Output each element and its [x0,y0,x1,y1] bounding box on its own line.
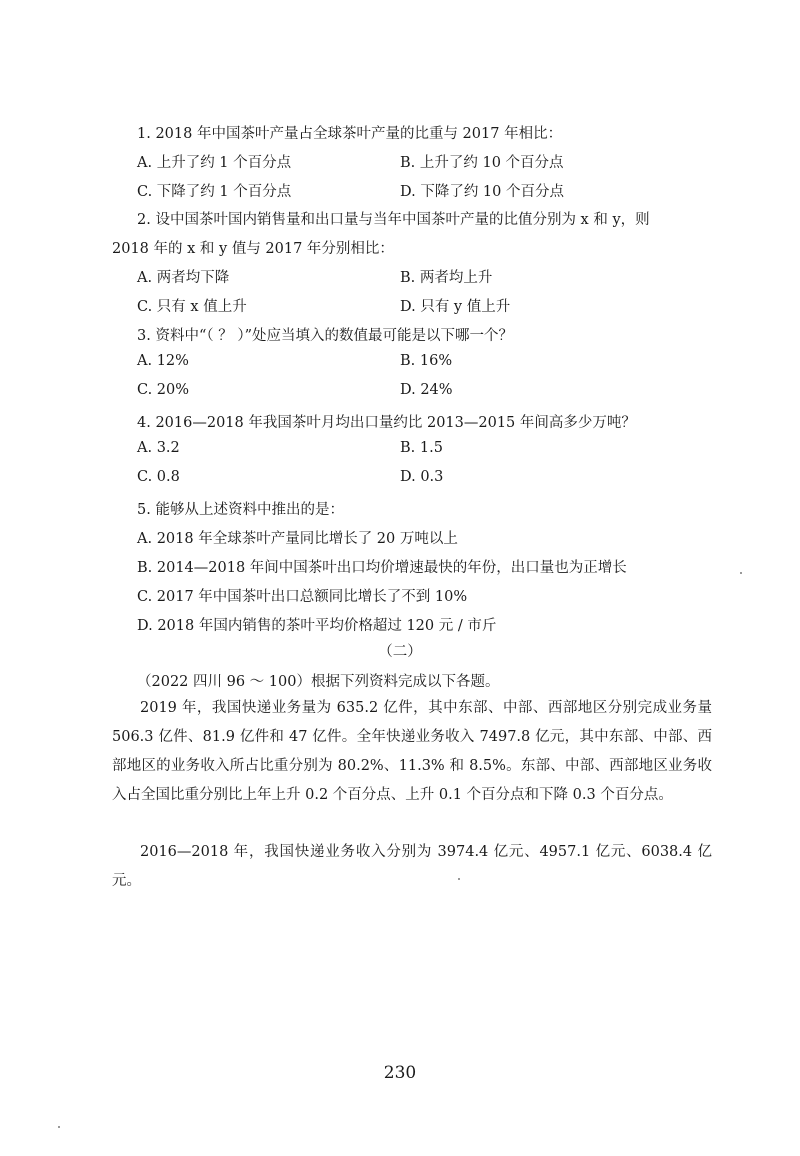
question-5-option-b: B. 2014—2018 年间中国茶叶出口均价增速最快的年份，出口量也为正增长 [137,560,627,576]
question-4-option-c: C. 0.8 [137,469,180,485]
question-2-option-c: C. 只有 x 值上升 [137,299,247,315]
question-5-option-d: D. 2018 年国内销售的茶叶平均价格超过 120 元 / 市斤 [137,618,497,634]
question-4-option-b: B. 1.5 [400,440,443,456]
question-3-stem: 3. 资料中“（ ？ ）”处应当填入的数值最可能是以下哪一个？ [137,328,513,344]
scan-speck [458,878,460,880]
question-3-option-c: C. 20% [137,382,190,398]
question-5-option-c: C. 2017 年中国茶叶出口总额同比增长了不到 10% [137,589,468,605]
question-3-option-a: A. 12% [137,353,189,369]
question-5-stem: 5. 能够从上述资料中推出的是： [137,502,344,518]
question-4-option-a: A. 3.2 [137,440,180,456]
question-1-option-d: D. 下降了约 10 个百分点 [400,184,564,200]
material-paragraph-1 [112,694,712,810]
question-1-option-c: C. 下降了约 1 个百分点 [137,184,292,200]
question-2-option-b: B. 两者均上升 [400,270,493,286]
question-3-option-b: B. 16% [400,353,453,369]
question-4-option-d: D. 0.3 [400,469,444,485]
material-paragraph-2 [112,838,712,896]
question-4-stem: 4. 2016—2018 年我国茶叶月均出口量约比 2013—2015 年间高多少万吨？ [137,415,636,431]
question-1-option-a: A. 上升了约 1 个百分点 [137,155,292,171]
question-2-stem-line1: 2. 设中国茶叶国内销售量和出口量与当年中国茶叶产量的比值分别为 x 和 y，则 [137,212,650,228]
question-2-option-a: A. 两者均下降 [137,270,230,286]
scan-speck [740,572,742,574]
question-5-option-a: A. 2018 年全球茶叶产量同比增长了 20 万吨以上 [137,531,458,547]
scan-speck [58,1126,60,1128]
question-1-stem: 1. 2018 年中国茶叶产量占全球茶叶产量的比重与 2017 年相比： [137,126,563,142]
question-2-option-d: D. 只有 y 值上升 [400,299,511,315]
question-1-option-b: B. 上升了约 10 个百分点 [400,155,564,171]
material-paragraph-1-text: 2019 年，我国快递业务量为 635.2 亿件，其中东部、中部、西部地区分别完成业务量 506.3 亿件、81.9 亿件和 47 亿件。全年快递业务收入 7497.8 亿元，其中东部、中部、西部地区的业务收入所占比重分别为 80.2%、11.3% 和 8.5%。东部、中部、西部地区业务收入占全国比重分别比上年上升 0.2 个百分点、上升 0.1 个百分点和下降 0.3 个百分点。 [112,700,712,803]
material-paragraph-2-text: 2016—2018 年，我国快递业务收入分别为 3974.4 亿元、4957.1 亿元、6038.4 亿元。 [112,844,712,889]
section-title: （二） [378,644,422,660]
question-3-option-d: D. 24% [400,382,453,398]
page-number: 230 [383,1063,417,1083]
section-source: （2022 四川 96 ～ 100）根据下列资料完成以下各题。 [137,674,500,690]
question-2-stem-line2: 2018 年的 x 和 y 值与 2017 年分别相比： [112,241,394,257]
